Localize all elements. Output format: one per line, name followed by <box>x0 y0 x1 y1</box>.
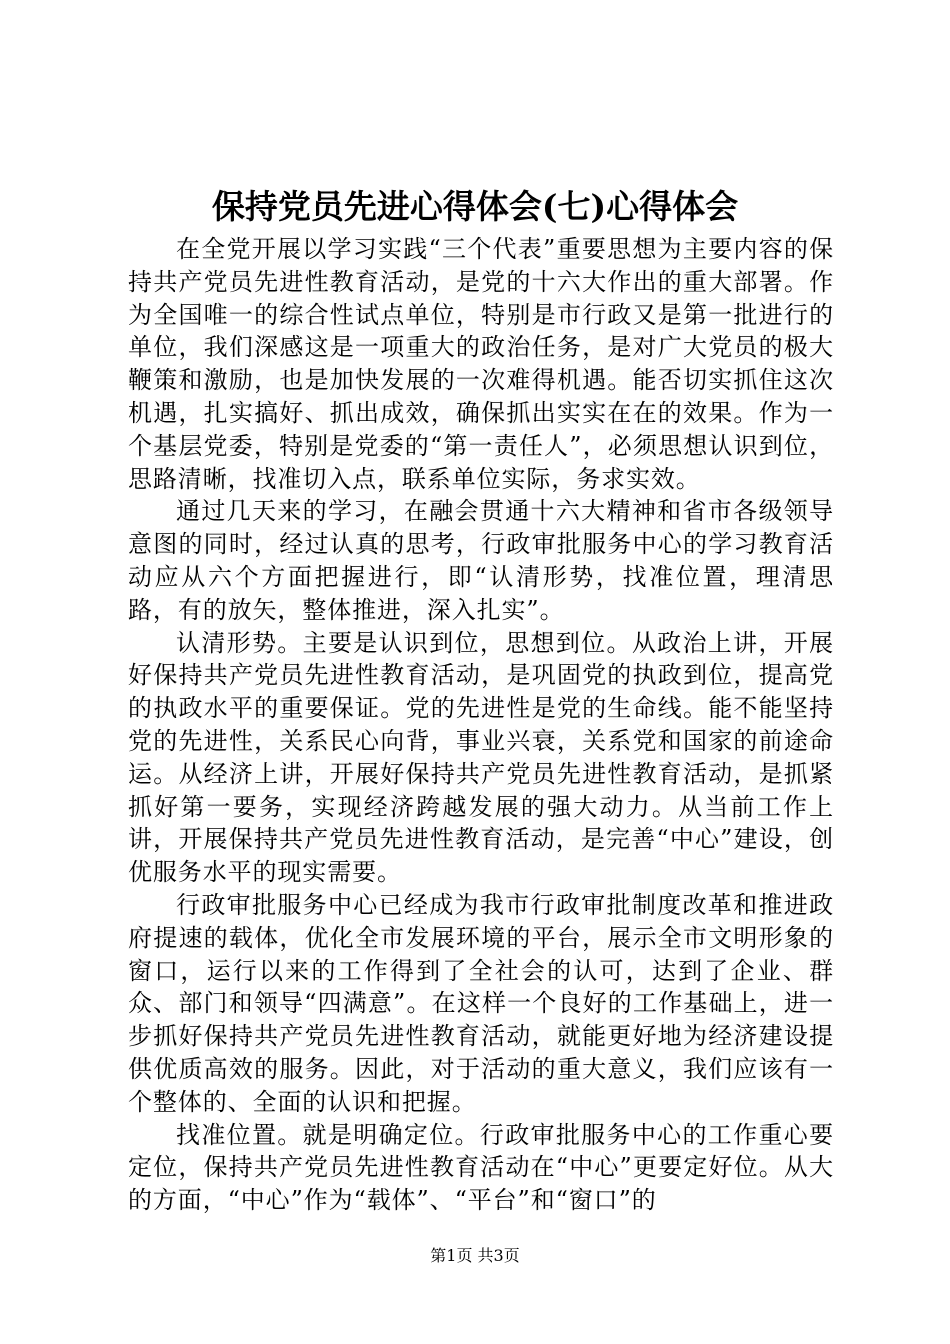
paragraph-1: 在全党开展以学习实践“三个代表”重要思想为主要内容的保持共产党员先进性教育活动，是党的十六大作出的重大部署。作为全国唯一的综合性试点单位，特别是市行政又是第一批进行的单位，我们深感这是一项重大的政治任务，是对广大党员的极大鞭策和激励，也是加快发展的一次难得机遇。能否切实抓住这次机遇，扎实搞好、抓出成效，确保抓出实实在在的效果。作为一个基层党委，特别是党委的“第一责任人”，必须思想认识到位，思路清晰，找准切入点，联系单位实际，务求实效。 <box>128 235 834 493</box>
paragraph-5: 找准位置。就是明确定位。行政审批服务中心的工作重心要定位，保持共产党员先进性教育活动在“中心”更要定好位。从大的方面，“中心”作为“载体”、“平台”和“窗口”的 <box>128 1120 834 1215</box>
page-number-footer: 第1页 共3页 <box>430 1246 520 1265</box>
document-body <box>128 233 834 1217</box>
paragraph-4: 行政审批服务中心已经成为我市行政审批制度改革和推进政府提速的载体，优化全市发展环境的平台，展示全市文明形象的窗口，运行以来的工作得到了全社会的认可，达到了企业、群众、部门和领导“四满意”。在这样一个良好的工作基础上，进一步抓好保持共产党员先进性教育活动，就能更好地为经济建设提供优质高效的服务。因此，对于活动的重大意义，我们应该有一个整体的、全面的认识和把握。 <box>128 890 834 1116</box>
paragraph-3: 认清形势。主要是认识到位，思想到位。从政治上讲，开展好保持共产党员先进性教育活动，是巩固党的执政到位，提高党的执政水平的重要保证。党的先进性是党的生命线。能不能坚持党的先进性，关系民心向背，事业兴衰，关系党和国家的前途命运。从经济上讲，开展好保持共产党员先进性教育活动，是抓紧抓好第一要务，实现经济跨越发展的强大动力。从当前工作上讲，开展保持共产党员先进性教育活动，是完善“中心”建设，创优服务水平的现实需要。 <box>128 628 834 887</box>
document-title: 保持党员先进心得体会(七)心得体会 <box>211 187 739 226</box>
paragraph-2: 通过几天来的学习，在融会贯通十六大精神和省市各级领导意图的同时，经过认真的思考，行政审批服务中心的学习教育活动应从六个方面把握进行，即“认清形势，找准位置，理清思路，有的放矢，整体推进，深入扎实”。 <box>128 497 834 624</box>
